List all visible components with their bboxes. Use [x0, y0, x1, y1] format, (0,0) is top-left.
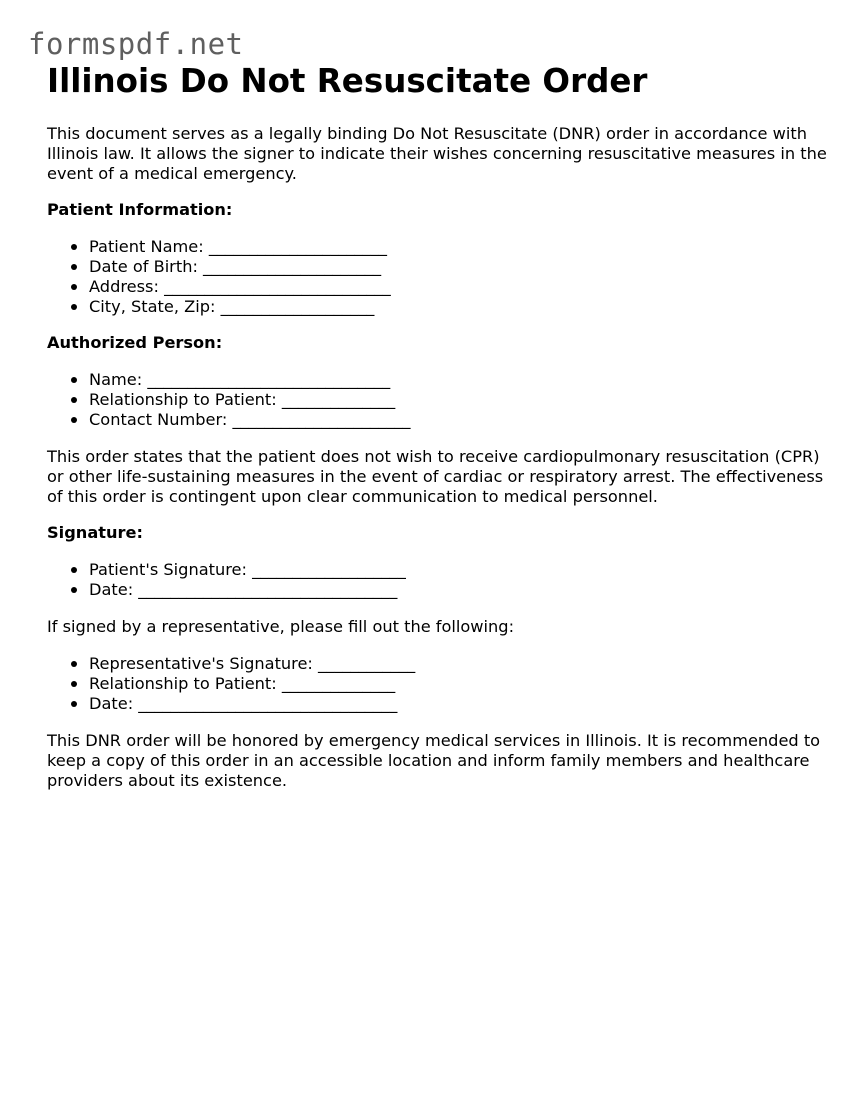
authorized-relationship-field: Relationship to Patient: ______________	[89, 390, 837, 410]
patient-info-heading: Patient Information:	[47, 200, 233, 219]
address-field: Address: ____________________________	[89, 277, 837, 297]
representative-intro: If signed by a representative, please fill out the following:	[47, 617, 515, 636]
closing-paragraph: This DNR order will be honored by emergency medical services in Illinois. It is recommended to keep a copy of this order in an accessible location and inform family members and healthcare providers about its existence.	[47, 731, 821, 790]
authorized-person-list	[47, 370, 837, 430]
patient-name-field: Patient Name: ______________________	[89, 237, 837, 257]
date-of-birth-field: Date of Birth: ______________________	[89, 257, 837, 277]
authorized-name-field: Name: ______________________________	[89, 370, 837, 390]
patient-info-list	[47, 237, 837, 317]
patient-signature-field: Patient's Signature: ___________________	[89, 560, 837, 580]
authorized-person-heading: Authorized Person:	[47, 333, 223, 352]
signature-date-field: Date: ________________________________	[89, 580, 837, 600]
site-watermark: formspdf.net	[28, 27, 244, 61]
signature-list	[47, 560, 837, 600]
city-state-zip-field: City, State, Zip: ___________________	[89, 297, 837, 317]
contact-number-field: Contact Number: ______________________	[89, 410, 837, 430]
representative-relationship-field: Relationship to Patient: ______________	[89, 674, 837, 694]
intro-paragraph: This document serves as a legally binding Do Not Resuscitate (DNR) order in accordance with Illinois law. It allows the signer to indicate their wishes concerning resuscitative measures in the event of a medical emergency.	[47, 124, 827, 183]
document-title: Illinois Do Not Resuscitate Order	[47, 62, 648, 100]
representative-list	[47, 654, 837, 714]
order-statement-paragraph: This order states that the patient does not wish to receive cardiopulmonary resuscitation (CPR) or other life-sustaining measures in the event of cardiac or respiratory arrest. The effectiveness of this order is contingent upon clear communication to medical personnel.	[47, 447, 824, 506]
representative-signature-field: Representative's Signature: ____________	[89, 654, 837, 674]
representative-date-field: Date: ________________________________	[89, 694, 837, 714]
signature-heading: Signature:	[47, 523, 143, 542]
document-body	[47, 60, 837, 791]
